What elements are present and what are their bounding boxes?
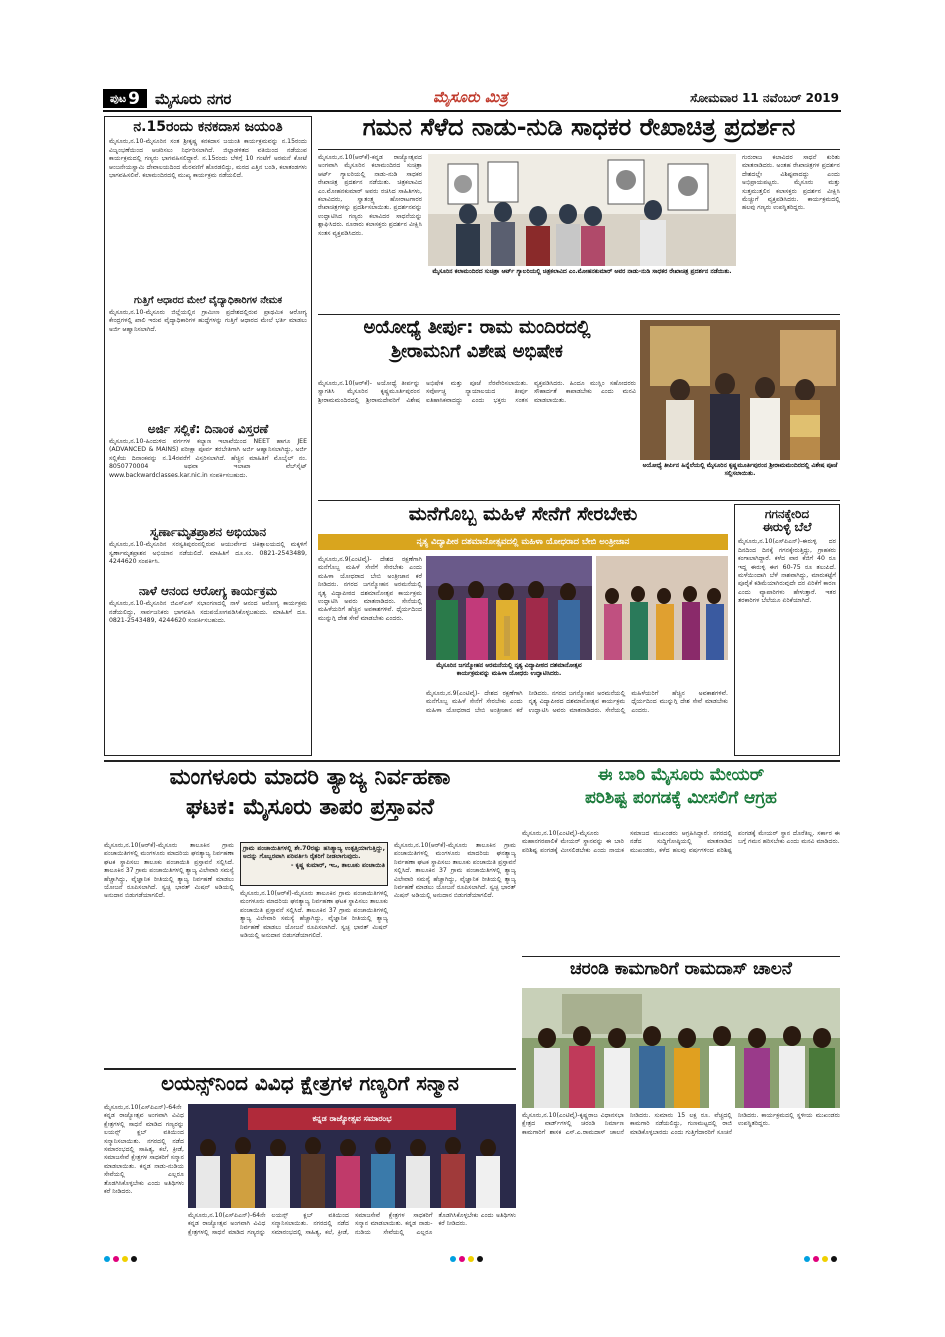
mayor-story-body — [522, 830, 840, 954]
print-registration-marks — [450, 1256, 483, 1262]
story-body: ಮೈಸೂರು,ನ.10-ಮೈಸೂರಿನ ಸರಸ್ವತಿಪುರಂನಲ್ಲಿರುವ ಆಯುರ್ವೇದ ಚಿಕಿತ್ಸಾಲಯದಲ್ಲಿ ಮಕ್ಕಳಿಗೆ ಸ್ವರ್ಣಾಮೃತಪ್ರಾಶನ ಅಭಿಯಾನ ನಡೆಯಲಿದೆ. ಮಾಹಿತಿಗೆ ದೂ.ಸಂ. 0821-2543489, 4244620 ಸಂಪರ್ಕಿಸಿ. — [109, 541, 307, 566]
story-body: ಮೈಸೂರು,ನ.10(ಆರ್‌ಕೆ)- ಅಯೋಧ್ಯೆ ತೀರ್ಪನ್ನು ಸ್ವಾಗತಿಸಿ ಮೈಸೂರಿನ ಕೃಷ್ಣಮೂರ್ತಿಪುರಂನ ಶ್ರೀರಾಮಮಂದಿರದಲ್ಲಿ ಶ್ರೀರಾಮದೇವರಿಗೆ ವಿಶೇಷ ಅಭಿಷೇಕ ಮತ್ತು ಪೂಜೆ ನೆರವೇರಿಸಲಾಯಿತು. ಸರ್ವೋಚ್ಚ ನ್ಯಾಯಾಲಯದ ತೀರ್ಪು ಐತಿಹಾಸಿಕವಾದದ್ದು ಎಂದು ಭಕ್ತರು ಸಂತಸ ವ್ಯಕ್ತಪಡಿಸಿದರು. ಹಿಂದೂ ಮುಸ್ಲಿಂ ಸಹೋದರರು ಸೌಹಾರ್ದತೆ ಕಾಪಾಡಬೇಕು ಎಂದು ಮನವಿ ಮಾಡಲಾಯಿತು. — [318, 380, 636, 404]
lions-story-col1 — [104, 1104, 184, 1250]
headline-line: ಈ ಬಾರಿ ಮೈಸೂರು ಮೇಯರ್ — [597, 766, 765, 785]
story-body: ಮೈಸೂರು,ನ.10-ಹಿಂದುಳಿದ ವರ್ಗಗಳ ಕಲ್ಯಾಣ ಇಲಾಖೆಯಿಂದ NEET ಹಾಗೂ JEE (ADVANCED & MAINS) ಪರೀಕ್ಷಾ ಪೂರ್ವ ತರಬೇತಿಗಾಗಿ ಅರ್ಜಿ ಆಹ್ವಾನಿಸಲಾಗಿದ್ದು, ಅರ್ಜಿ ಸಲ್ಲಿಕೆಯ ದಿನಾಂಕವನ್ನು ನ.14ರವರೆಗೆ ವಿಸ್ತರಿಸಲಾಗಿದೆ. ಹೆಚ್ಚಿನ ಮಾಹಿತಿಗೆ ಮೊಬೈಲ್ ನಂ. 8050770004 ಅಥವಾ ಇಲಾಖಾ ವೆಬ್‌ಸೈಟ್ www.backwardclasses.kar.nic.in ಸಂಪರ್ಕಿಸಬಹುದು. — [109, 438, 307, 479]
story-body: ಮೈಸೂರು,ನ.9(ಎಂಟಿವೈ)- ದೇಶದ ರಕ್ಷಣೆಗಾಗಿ ಮನೆಗೊಬ್ಬ ಮಹಿಳೆ ಸೇನೆಗೆ ಸೇರಬೇಕು ಎಂದು ಮಹಿಳಾ ಯೋಧರಾದ ಬೇಬಿ ಅಂತ್ರೀಜಾನ ಕರೆ ನೀಡಿದರು. ನಗರದ ಜಗನ್ಮೋಹನ ಅರಮನೆಯಲ್ಲಿ ನೃತ್ಯ ವಿದ್ಯಾಪೀಠದ ದಶಮಾನೋತ್ಸವ ಕಾರ್ಯಕ್ರಮ ಉದ್ಘಾಟಿಸಿ ಅವರು ಮಾತನಾಡಿದರು. ಸೇನೆಯಲ್ಲಿ ಮಹಿಳೆಯರಿಗೆ ಹೆಚ್ಚಿನ ಅವಕಾಶಗಳಿವೆ. ಧೈರ್ಯದಿಂದ ಮುನ್ನುಗ್ಗಿ ದೇಶ ಸೇವೆ ಮಾಡಬೇಕು ಎಂದರು. — [426, 690, 728, 714]
lead-headline: ಗಮನ ಸೆಳೆದ ನಾಡು-ನುಡಿ ಸಾಧಕರ ರೇಖಾಚಿತ್ರ ಪ್ರದರ್ಶನ — [318, 114, 840, 150]
story-body: ಮೈಸೂರು,ನ.10(ಎಂಟಿವೈ)-ಕೃಷ್ಣರಾಜ ವಿಧಾನಸಭಾ ಕ್ಷೇತ್ರದ ವಾರ್ಡ್‌ಗಳಲ್ಲಿ ಚರಂಡಿ ನಿರ್ಮಾಣ ಕಾಮಗಾರಿಗೆ ಶಾಸಕ ಎಸ್.ಎ.ರಾಮದಾಸ್ ಚಾಲನೆ ನೀಡಿದರು. ಸುಮಾರು 15 ಲಕ್ಷ ರೂ. ವೆಚ್ಚದಲ್ಲಿ ಕಾಮಗಾರಿ ನಡೆಯಲಿದ್ದು, ಗುಣಮಟ್ಟದಲ್ಲಿ ರಾಜಿ ಮಾಡಿಕೊಳ್ಳಬಾರದು ಎಂದು ಗುತ್ತಿಗೆದಾರರಿಗೆ ಸೂಚನೆ ನೀಡಿದರು. ಕಾರ್ಯಕ್ರಮದಲ್ಲಿ ಸ್ಥಳೀಯ ಮುಖಂಡರು ಉಪಸ್ಥಿತರಿದ್ದರು. — [522, 1112, 840, 1136]
divider — [104, 760, 840, 762]
women-headline: ಮನೆಗೊಬ್ಬ ಮಹಿಳೆ ಸೇನೆಗೆ ಸೇರಬೇಕು — [408, 504, 638, 525]
story-body: ಮೈಸೂರು,ನ.10(ಆರ್‌ಕೆ)-ಕನ್ನಡ ರಾಜ್ಯೋತ್ಸವದ ಅಂಗವಾಗಿ ಮೈಸೂರಿನ ಕಲಾಮಂದಿರದ ಸುಚಿತ್ರಾ ಆರ್ಟ್ ಗ್ಯಾಲರಿಯಲ್ಲಿ ನಾಡು-ನುಡಿ ಸಾಧಕರ ರೇಖಾಚಿತ್ರ ಪ್ರದರ್ಶನ ನಡೆಯಿತು. ಚಿತ್ರಕಲಾವಿದ ಎಂ.ಮೋಹನಕುಮಾರ್ ಅವರು ರಚಿಸಿದ ಸಾಹಿತಿಗಳು, ಕಲಾವಿದರು, ಸ್ವಾತಂತ್ರ್ಯ ಹೋರಾಟಗಾರರ ರೇಖಾಚಿತ್ರಗಳನ್ನು ಪ್ರದರ್ಶಿಸಲಾಯಿತು. ಪ್ರದರ್ಶನವನ್ನು ಉದ್ಘಾಟಿಸಿದ ಗಣ್ಯರು ಕಲಾವಿದರ ಸಾಧನೆಯನ್ನು ಶ್ಲಾಘಿಸಿದರು. ನೂರಾರು ಕಲಾಸಕ್ತರು ಪ್ರದರ್ಶನ ವೀಕ್ಷಿಸಿ ಸಂತಸ ವ್ಯಕ್ತಪಡಿಸಿದರು. — [318, 154, 422, 237]
story-body: ಮೈಸೂರು,ನ.10(ಆರ್‌ಕೆ)-ಮೈಸೂರು ತಾಲೂಕಿನ ಗ್ರಾಮ ಪಂಚಾಯಿತಿಗಳಲ್ಲಿ ಮಂಗಳೂರು ಮಾದರಿಯ ಘನತ್ಯಾಜ್ಯ ನಿರ್ವಹಣಾ ಘಟಕ ಸ್ಥಾಪಿಸಲು ತಾಲೂಕು ಪಂಚಾಯಿತಿ ಪ್ರಸ್ತಾವನೆ ಸಲ್ಲಿಸಿದೆ. ತಾಲೂಕಿನ 37 ಗ್ರಾಮ ಪಂಚಾಯಿತಿಗಳಲ್ಲಿ ತ್ಯಾಜ್ಯ ವಿಲೇವಾರಿ ಸಮಸ್ಯೆ ಹೆಚ್ಚಾಗಿದ್ದು, ವೈಜ್ಞಾನಿಕ ರೀತಿಯಲ್ಲಿ ತ್ಯಾಜ್ಯ ನಿರ್ವಹಣೆ ಮಾಡಲು ಯೋಜನೆ ರೂಪಿಸಲಾಗಿದೆ. ಸ್ವಚ್ಛ ಭಾರತ್ ಮಿಷನ್ ಅಡಿಯಲ್ಲಿ ಅನುದಾನ ಬಿಡುಗಡೆಯಾಗಲಿದೆ. — [240, 890, 388, 940]
photo-caption: ಅಯೋಧ್ಯೆ ತೀರ್ಪಿನ ಹಿನ್ನೆಲೆಯಲ್ಲಿ ಮೈಸೂರಿನ ಕೃಷ್ಣಮೂರ್ತಿಪುರಂನ ಶ್ರೀರಾಮಮಂದಿರದಲ್ಲಿ ವಿಶೇಷ ಪೂಜೆ ಸಲ್ಲಿಸಲಾಯಿತು. — [642, 462, 838, 477]
exhibition-photo — [428, 154, 736, 266]
mayor-headline — [522, 766, 840, 826]
headline-line: ಗಗನಕ್ಕೇರಿದ — [764, 507, 810, 521]
masthead — [103, 88, 841, 112]
photo-caption: ಮೈಸೂರಿನ ಜಗನ್ಮೋಹನ ಅರಮನೆಯಲ್ಲಿ ನೃತ್ಯ ವಿದ್ಯಾಪೀಠದ ದಶಮಾನೋತ್ಸವ ಕಾರ್ಯಕ್ರಮವನ್ನು ಮಹಿಳಾ ಯೋಧರು ಉದ್ಘಾಟಿಸಿದರು. — [436, 662, 582, 677]
page-label: ಪುಟ — [110, 91, 127, 105]
story-headline: ಸ್ವರ್ಣಾಮೃತಪ್ರಾಶನ ಅಭಿಯಾನ — [149, 525, 267, 540]
event-banner: ಕನ್ನಡ ರಾಜ್ಯೋತ್ಸವ ಸಮಾರಂಭ — [312, 1114, 392, 1123]
award-ceremony-photo — [188, 1104, 516, 1208]
lamp-lighting-photo — [426, 556, 592, 660]
story-body: ಮೈಸೂರು,ನ.10-ಮೈಸೂರಿನ ಸಂತ ಶ್ರೀಕೃಷ್ಣ ಕನಕದಾಸ ಜಯಂತಿ ಕಾರ್ಯಕ್ರಮವನ್ನು ನ.15ರಂದು ವಿಜೃಂಭಣೆಯಿಂದ ಆಚರಿಸಲು ನಿರ್ಧರಿಸಲಾಗಿದೆ. ಜಿಲ್ಲಾಡಳಿತದ ವತಿಯಿಂದ ನಡೆಯುವ ಕಾರ್ಯಕ್ರಮದಲ್ಲಿ ಗಣ್ಯರು ಭಾಗವಹಿಸಲಿದ್ದಾರೆ. ನ.15ರಂದು ಬೆಳಿಗ್ಗೆ 10 ಗಂಟೆಗೆ ಅರಮನೆ ಕೋಟೆ ಆಂಜನೇಯಸ್ವಾಮಿ ದೇವಾಲಯದಿಂದ ಮೆರವಣಿಗೆ ಹೊರಡಲಿದ್ದು, ಮರದ ಎತ್ತಿನ ಬಂಡಿ, ಕಲಾತಂಡಗಳು ಭಾಗವಹಿಸಲಿವೆ. ಕಲಾಮಂದಿರದಲ್ಲಿ ಮುಖ್ಯ ಕಾರ್ಯಕ್ರಮ ನಡೆಯಲಿದೆ. — [109, 138, 307, 180]
story-headline: ನಾಳೆ ಆನಂದ ಆರೋಗ್ಯ ಕಾರ್ಯಕ್ರಮ — [138, 584, 278, 599]
quote-author: - ಕೃಷ್ಣ ಕುಮಾರ್, ಇಒ, ತಾಲೂಕು ಪಂಚಾಯಿತಿ — [290, 861, 385, 869]
story-body: ಮೈಸೂರು,ನ.10(ಆರ್‌ಕೆ)-ಮೈಸೂರು ತಾಲೂಕಿನ ಗ್ರಾಮ ಪಂಚಾಯಿತಿಗಳಲ್ಲಿ ಮಂಗಳೂರು ಮಾದರಿಯ ಘನತ್ಯಾಜ್ಯ ನಿರ್ವಹಣಾ ಘಟಕ ಸ್ಥಾಪಿಸಲು ತಾಲೂಕು ಪಂಚಾಯಿತಿ ಪ್ರಸ್ತಾವನೆ ಸಲ್ಲಿಸಿದೆ. ತಾಲೂಕಿನ 37 ಗ್ರಾಮ ಪಂಚಾಯಿತಿಗಳಲ್ಲಿ ತ್ಯಾಜ್ಯ ವಿಲೇವಾರಿ ಸಮಸ್ಯೆ ಹೆಚ್ಚಾಗಿದ್ದು, ವೈಜ್ಞಾನಿಕ ರೀತಿಯಲ್ಲಿ ತ್ಯಾಜ್ಯ ನಿರ್ವಹಣೆ ಮಾಡಲು ಯೋಜನೆ ರೂಪಿಸಲಾಗಿದೆ. ಸ್ವಚ್ಛ ಭಾರತ್ ಮಿಷನ್ ಅಡಿಯಲ್ಲಿ ಅನುದಾನ ಬಿಡುಗಡೆಯಾಗಲಿದೆ. — [394, 842, 516, 900]
divider — [318, 314, 840, 315]
story-body: ಮೈಸೂರು,ನ.10(ಎಂಟಿವೈ)-ಮೈಸೂರು ಮಹಾನಗರಪಾಲಿಕೆ ಮೇಯರ್ ಸ್ಥಾನವನ್ನು ಈ ಬಾರಿ ಪರಿಶಿಷ್ಟ ಪಂಗಡಕ್ಕೆ ಮೀಸಲಿಡಬೇಕು ಎಂದು ನಾಯಕ ಸಮಾಜದ ಮುಖಂಡರು ಆಗ್ರಹಿಸಿದ್ದಾರೆ. ನಗರದಲ್ಲಿ ನಡೆದ ಸುದ್ದಿಗೋಷ್ಠಿಯಲ್ಲಿ ಮಾತನಾಡಿದ ಮುಖಂಡರು, ಕಳೆದ ಹಲವು ವರ್ಷಗಳಿಂದ ಪರಿಶಿಷ್ಟ ಪಂಗಡಕ್ಕೆ ಮೇಯರ್ ಸ್ಥಾನ ದೊರೆತಿಲ್ಲ. ಸರ್ಕಾರ ಈ ಬಗ್ಗೆ ಗಮನ ಹರಿಸಬೇಕು ಎಂದು ಮನವಿ ಮಾಡಿದರು. — [522, 830, 840, 854]
headline-line: ಈರುಳ್ಳಿ ಬೆಲೆ — [762, 520, 812, 535]
women-story-col1 — [318, 556, 422, 756]
story-body: ಗುರುರಾಜ ಕಲಾವಿದರ ಸಾಧನೆ ಕುರಿತು ಮಾತನಾಡಿದರು. ಅಂತಹ ರೇಖಾಚಿತ್ರಗಳ ಪ್ರದರ್ಶನ ದೇಶದಲ್ಲೇ ವಿಶಿಷ್ಟವಾದದ್ದು ಎಂದು ಅಭಿಪ್ರಾಯಪಟ್ಟರು. ಮೈಸೂರು ಮತ್ತು ಸುತ್ತಮುತ್ತಲಿನ ಕಲಾಸಕ್ತರು ಪ್ರದರ್ಶನ ವೀಕ್ಷಿಸಿ ಮೆಚ್ಚುಗೆ ವ್ಯಕ್ತಪಡಿಸಿದರು. ಕಾರ್ಯಕ್ರಮದಲ್ಲಿ ಹಲವು ಗಣ್ಯರು ಉಪಸ್ಥಿತರಿದ್ದರು. — [742, 154, 840, 212]
issue-date: ಸೋಮವಾರ 11 ನವೆಂಬರ್ 2019 — [690, 91, 839, 105]
waste-story-col2 — [240, 890, 388, 1064]
lions-headline: ಲಯನ್ಸ್‌ನಿಂದ ವಿವಿಧ ಕ್ಷೇತ್ರಗಳ ಗಣ್ಯರಿಗೆ ಸನ್ಮಾನ — [161, 1072, 459, 1095]
page-number-badge — [103, 89, 147, 108]
waste-story-col1 — [104, 842, 234, 1064]
section-title: ಮೈಸೂರು ನಗರ — [155, 90, 232, 108]
story-body: ಮೈಸೂರು,ನ.10-ಮೈಸೂರು ಜಿಲ್ಲೆಯಲ್ಲಿನ ಗ್ರಾಮೀಣ ಪ್ರದೇಶದಲ್ಲಿರುವ ಪ್ರಾಥಮಿಕ ಆರೋಗ್ಯ ಕೇಂದ್ರಗಳಲ್ಲಿ ಖಾಲಿ ಇರುವ ವೈದ್ಯಾಧಿಕಾರಿಗಳ ಹುದ್ದೆಗಳನ್ನು ಗುತ್ತಿಗೆ ಆಧಾರದ ಮೇಲೆ ಭರ್ತಿ ಮಾಡಲು ಅರ್ಜಿ ಆಹ್ವಾನಿಸಲಾಗಿದೆ. — [109, 308, 307, 333]
kicker-strip: ನೃತ್ಯ ವಿದ್ಯಾಪೀಠ ದಶಮಾನೋತ್ಸವದಲ್ಲಿ ಮಹಿಳಾ ಯೋಧರಾದ ಬೇಬಿ ಅಂತ್ರೀಜಾನ — [318, 534, 728, 550]
story-headline: ನ.15ರಂದು ಕನಕದಾಸ ಜಯಂತಿ — [133, 119, 283, 135]
drain-story-body — [522, 1112, 840, 1250]
ayodhya-headline — [318, 318, 636, 374]
story-headline: ಗುತ್ತಿಗೆ ಆಧಾರದ ಮೇಲೆ ವೈದ್ಯಾಧಿಕಾರಿಗಳ ನೇಮಕ — [133, 295, 283, 307]
headline-line: ಶ್ರೀರಾಮನಿಗೆ ವಿಶೇಷ ಅಭಿಷೇಕ — [391, 340, 563, 362]
print-registration-marks — [104, 1256, 137, 1262]
story-body: ಮೈಸೂರು,ನ.10-ಮೈಸೂರಿನ ಜಿಎಸ್‌ಎಸ್ ಸಭಾಂಗಣದಲ್ಲಿ ನಾಳೆ ಆನಂದ ಆರೋಗ್ಯ ಕಾರ್ಯಕ್ರಮ ನಡೆಯಲಿದ್ದು, ಸಾರ್ವಜನಿಕರು ಭಾಗವಹಿಸಿ ಸದುಪಯೋಗಪಡಿಸಿಕೊಳ್ಳಬಹುದು. ಮಾಹಿತಿಗೆ ದೂ. 0821-2543489, 4244620 ಸಂಪರ್ಕಿಸಬಹುದು. — [109, 600, 307, 625]
photo-caption: ಮೈಸೂರಿನ ಕಲಾಮಂದಿರದ ಸುಚಿತ್ರಾ ಆರ್ಟ್ ಗ್ಯಾಲರಿಯಲ್ಲಿ ಚಿತ್ರಕಲಾವಿದ ಎಂ.ಮೋಹನಕುಮಾರ್ ಅವರ ನಾಡು-ನುಡಿ ಸಾಧಕರ ರೇಖಾಚಿತ್ರ ಪ್ರದರ್ಶನ ನಡೆಯಿತು. — [432, 268, 732, 275]
newspaper-logo: ಮೈಸೂರು ಮಿತ್ರ — [433, 88, 508, 106]
temple-photo — [640, 320, 840, 460]
drain-headline: ಚರಂಡಿ ಕಾಮಗಾರಿಗೆ ರಾಮದಾಸ್ ಚಾಲನೆ — [570, 960, 792, 979]
story-body: ಮೈಸೂರು,ನ.10(ಎಸ್‌ಪಿಎನ್)-64ನೇ ಕನ್ನಡ ರಾಜ್ಯೋತ್ಸವ ಅಂಗವಾಗಿ ವಿವಿಧ ಕ್ಷೇತ್ರಗಳಲ್ಲಿ ಸಾಧನೆ ಮಾಡಿದ ಗಣ್ಯರನ್ನು ಲಯನ್ಸ್ ಕ್ಲಬ್ ವತಿಯಿಂದ ಸನ್ಮಾನಿಸಲಾಯಿತು. ನಗರದಲ್ಲಿ ನಡೆದ ಸಮಾರಂಭದಲ್ಲಿ ಸಾಹಿತ್ಯ, ಕಲೆ, ಕ್ರೀಡೆ, ಸಮಾಜಸೇವೆ ಕ್ಷೇತ್ರಗಳ ಸಾಧಕರಿಗೆ ಸನ್ಮಾನ ಮಾಡಲಾಯಿತು. ಕನ್ನಡ ನಾಡು-ನುಡಿಯ ಸೇವೆಯಲ್ಲಿ ಎಲ್ಲರೂ ತೊಡಗಿಸಿಕೊಳ್ಳಬೇಕು ಎಂದು ಅತಿಥಿಗಳು ಕರೆ ನೀಡಿದರು. — [188, 1212, 516, 1236]
story-body: ಮೈಸೂರು,ನ.10(ಆರ್‌ಕೆ)-ಮೈಸೂರು ತಾಲೂಕಿನ ಗ್ರಾಮ ಪಂಚಾಯಿತಿಗಳಲ್ಲಿ ಮಂಗಳೂರು ಮಾದರಿಯ ಘನತ್ಯಾಜ್ಯ ನಿರ್ವಹಣಾ ಘಟಕ ಸ್ಥಾಪಿಸಲು ತಾಲೂಕು ಪಂಚಾಯಿತಿ ಪ್ರಸ್ತಾವನೆ ಸಲ್ಲಿಸಿದೆ. ತಾಲೂಕಿನ 37 ಗ್ರಾಮ ಪಂಚಾಯಿತಿಗಳಲ್ಲಿ ತ್ಯಾಜ್ಯ ವಿಲೇವಾರಿ ಸಮಸ್ಯೆ ಹೆಚ್ಚಾಗಿದ್ದು, ವೈಜ್ಞಾನಿಕ ರೀತಿಯಲ್ಲಿ ತ್ಯಾಜ್ಯ ನಿರ್ವಹಣೆ ಮಾಡಲು ಯೋಜನೆ ರೂಪಿಸಲಾಗಿದೆ. ಸ್ವಚ್ಛ ಭಾರತ್ ಮಿಷನ್ ಅಡಿಯಲ್ಲಿ ಅನುದಾನ ಬಿಡುಗಡೆಯಾಗಲಿದೆ. — [104, 842, 234, 900]
story-body: ಮೈಸೂರು,ನ.10(ಎಸ್‌ಪಿಎನ್)-64ನೇ ಕನ್ನಡ ರಾಜ್ಯೋತ್ಸವ ಅಂಗವಾಗಿ ವಿವಿಧ ಕ್ಷೇತ್ರಗಳಲ್ಲಿ ಸಾಧನೆ ಮಾಡಿದ ಗಣ್ಯರನ್ನು ಲಯನ್ಸ್ ಕ್ಲಬ್ ವತಿಯಿಂದ ಸನ್ಮಾನಿಸಲಾಯಿತು. ನಗರದಲ್ಲಿ ನಡೆದ ಸಮಾರಂಭದಲ್ಲಿ ಸಾಹಿತ್ಯ, ಕಲೆ, ಕ್ರೀಡೆ, ಸಮಾಜಸೇವೆ ಕ್ಷೇತ್ರಗಳ ಸಾಧಕರಿಗೆ ಸನ್ಮಾನ ಮಾಡಲಾಯಿತು. ಕನ್ನಡ ನಾಡು-ನುಡಿಯ ಸೇವೆಯಲ್ಲಿ ಎಲ್ಲರೂ ತೊಡಗಿಸಿಕೊಳ್ಳಬೇಕು ಎಂದು ಅತಿಥಿಗಳು ಕರೆ ನೀಡಿದರು. — [104, 1104, 184, 1196]
group-photo — [596, 556, 728, 660]
drain-work-photo — [522, 988, 840, 1108]
divider — [522, 956, 840, 957]
headline-line: ಪರಿಶಿಷ್ಟ ಪಂಗಡಕ್ಕೆ ಮೀಸಲಿಗೆ ಆಗ್ರಹ — [585, 787, 777, 808]
ayodhya-story-body — [318, 380, 636, 498]
pull-quote-box — [240, 842, 388, 886]
waste-headline — [104, 766, 516, 838]
print-registration-marks — [804, 1256, 837, 1262]
lead-story-body-col1 — [318, 154, 422, 312]
onion-price-box — [734, 504, 840, 756]
divider — [318, 500, 840, 501]
headline-line: ಅಯೋಧ್ಯೆ ತೀರ್ಪು: ರಾಮ ಮಂದಿರದಲ್ಲಿ — [363, 318, 591, 338]
waste-story-col3 — [394, 842, 516, 1064]
divider — [104, 1068, 516, 1070]
page-number: 9 — [128, 88, 140, 109]
women-story-continued — [426, 690, 728, 756]
story-body: ಮೈಸೂರು,ನ.10(ಎಸ್‌ಪಿಎನ್)-ಈರುಳ್ಳಿ ದರ ದಿನದಿಂದ ದಿನಕ್ಕೆ ಗಗನಕ್ಕೇರುತ್ತಿದ್ದು, ಗ್ರಾಹಕರು ಕಂಗಾಲಾಗಿದ್ದಾರೆ. ಕಳೆದ ವಾರ ಕೆಜಿಗೆ 40 ರೂ ಇದ್ದ ಈರುಳ್ಳಿ ಈಗ 60-75 ರೂ ತಲುಪಿದೆ. ಮಳೆಯಿಂದಾಗಿ ಬೆಳೆ ನಾಶವಾಗಿದ್ದು, ಮಾರುಕಟ್ಟೆಗೆ ಪೂರೈಕೆ ಕಡಿಮೆಯಾಗಿರುವುದೇ ದರ ಏರಿಕೆಗೆ ಕಾರಣ ಎಂದು ವ್ಯಾಪಾರಿಗಳು ಹೇಳುತ್ತಾರೆ. ಇತರ ತರಕಾರಿಗಳ ಬೆಲೆಯೂ ಏರಿಕೆಯಾಗಿದೆ. — [738, 538, 836, 605]
story-headline: ಅರ್ಜಿ ಸಲ್ಲಿಕೆ: ದಿನಾಂಕ ವಿಸ್ತರಣೆ — [147, 421, 269, 436]
left-news-column — [104, 116, 312, 756]
lions-story-continued — [188, 1212, 516, 1250]
lead-story-body-side — [742, 154, 840, 312]
headline-line: ಮಂಗಳೂರು ಮಾದರಿ ತ್ಯಾಜ್ಯ ನಿರ್ವಹಣಾ — [169, 766, 451, 790]
story-body: ಮೈಸೂರು,ನ.9(ಎಂಟಿವೈ)- ದೇಶದ ರಕ್ಷಣೆಗಾಗಿ ಮನೆಗೊಬ್ಬ ಮಹಿಳೆ ಸೇನೆಗೆ ಸೇರಬೇಕು ಎಂದು ಮಹಿಳಾ ಯೋಧರಾದ ಬೇಬಿ ಅಂತ್ರೀಜಾನ ಕರೆ ನೀಡಿದರು. ನಗರದ ಜಗನ್ಮೋಹನ ಅರಮನೆಯಲ್ಲಿ ನೃತ್ಯ ವಿದ್ಯಾಪೀಠದ ದಶಮಾನೋತ್ಸವ ಕಾರ್ಯಕ್ರಮ ಉದ್ಘಾಟಿಸಿ ಅವರು ಮಾತನಾಡಿದರು. ಸೇನೆಯಲ್ಲಿ ಮಹಿಳೆಯರಿಗೆ ಹೆಚ್ಚಿನ ಅವಕಾಶಗಳಿವೆ. ಧೈರ್ಯದಿಂದ ಮುನ್ನುಗ್ಗಿ ದೇಶ ಸೇವೆ ಮಾಡಬೇಕು ಎಂದರು. — [318, 556, 422, 622]
pull-quote: ಗ್ರಾಮ ಪಂಚಾಯಿತಿಗಳಲ್ಲಿ ಶೇ.70ರಷ್ಟು ಹಸಿತ್ಯಾಜ್ಯ ಉತ್ಪತ್ತಿಯಾಗುತ್ತಿದ್ದು, ಅದನ್ನು ಗೊಬ್ಬರವಾಗಿ ಪರಿವರ್ತಿಸಿ ರೈತರಿಗೆ ನೀಡಲಾಗುವುದು. — [243, 845, 385, 861]
headline-line: ಘಟಕ: ಮೈಸೂರು ತಾಪಂ ಪ್ರಸ್ತಾವನೆ — [186, 795, 434, 821]
